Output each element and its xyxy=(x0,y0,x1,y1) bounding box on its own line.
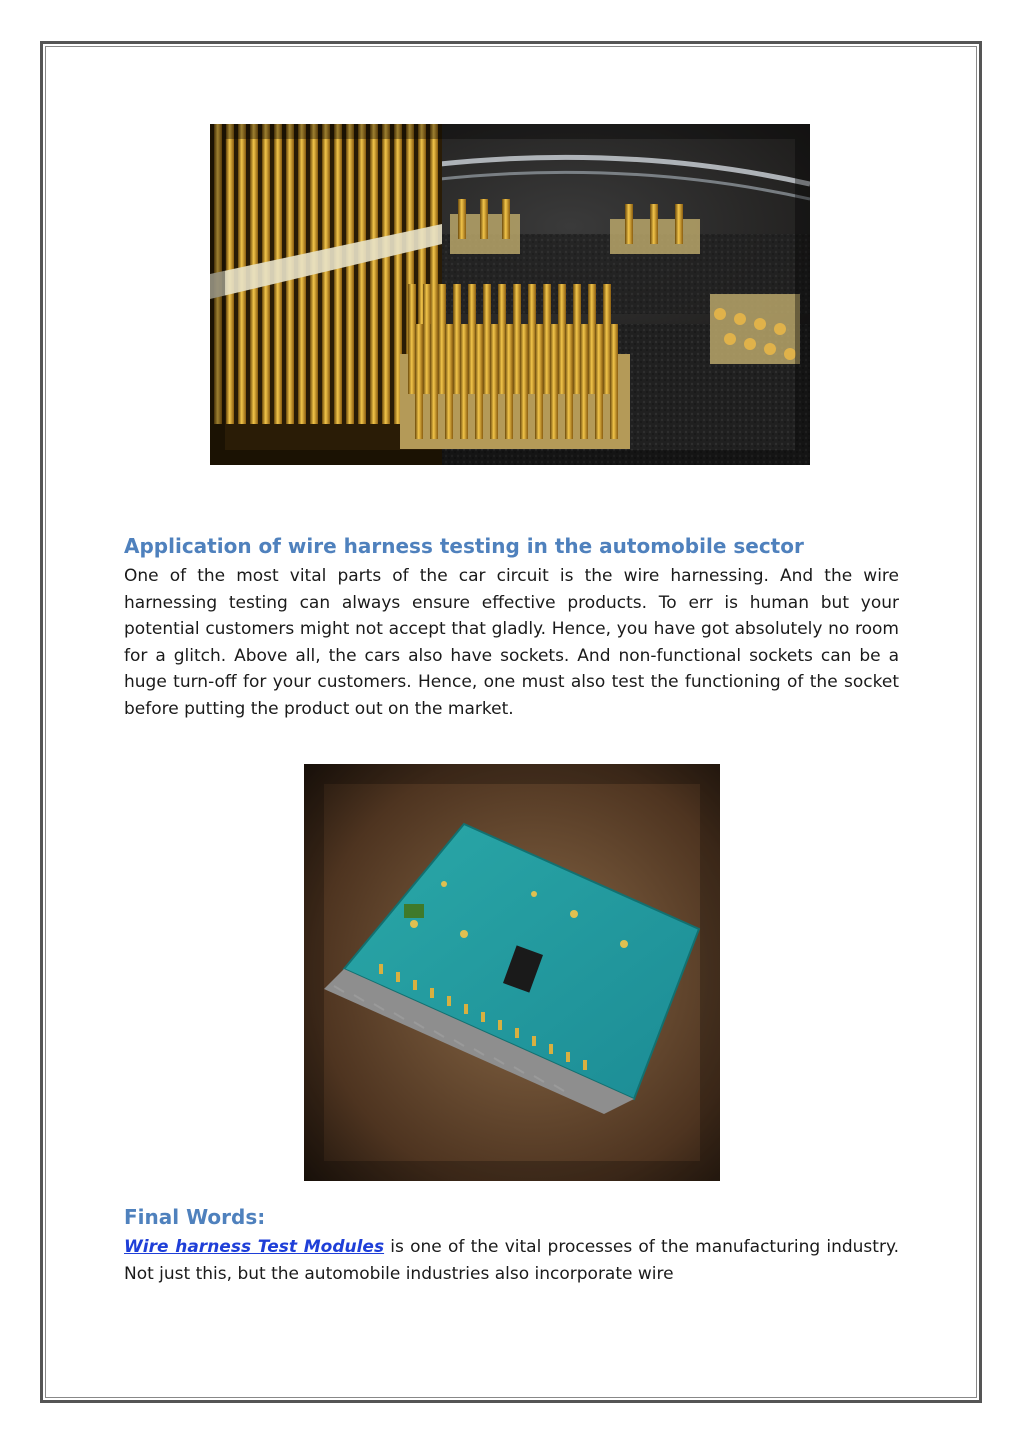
section-heading-final-words: Final Words: xyxy=(124,1205,266,1229)
section-paragraph-final-words xyxy=(124,1234,899,1287)
section-paragraph-application: One of the most vital parts of the car circuit is the wire harnessing. And the wire harnessing testing can always ensure effective products. To err is human but your potential customers might not accept that gladly. Hence, you have got absolutely no room for a glitch. Above all, the cars also have sockets. And non-functional sockets can be a huge turn-off for your customers. Hence, one must also test the functioning of the socket before putting the product out on the market. xyxy=(124,566,899,719)
circuit-board-image xyxy=(304,764,720,1181)
gold-connector-pins-photo-icon xyxy=(210,124,810,465)
green-circuit-board-photo-icon xyxy=(304,764,720,1181)
connector-pins-image xyxy=(210,124,810,465)
section-heading-application: Application of wire harness testing in the automobile sector xyxy=(124,534,804,558)
wire-harness-test-modules-link[interactable]: Wire harness Test Modules xyxy=(124,1237,385,1257)
final-words-text: is one of the vital processes of the manufacturing industry. Not just this, but the automobile industries also incorporate wire xyxy=(124,1237,899,1284)
